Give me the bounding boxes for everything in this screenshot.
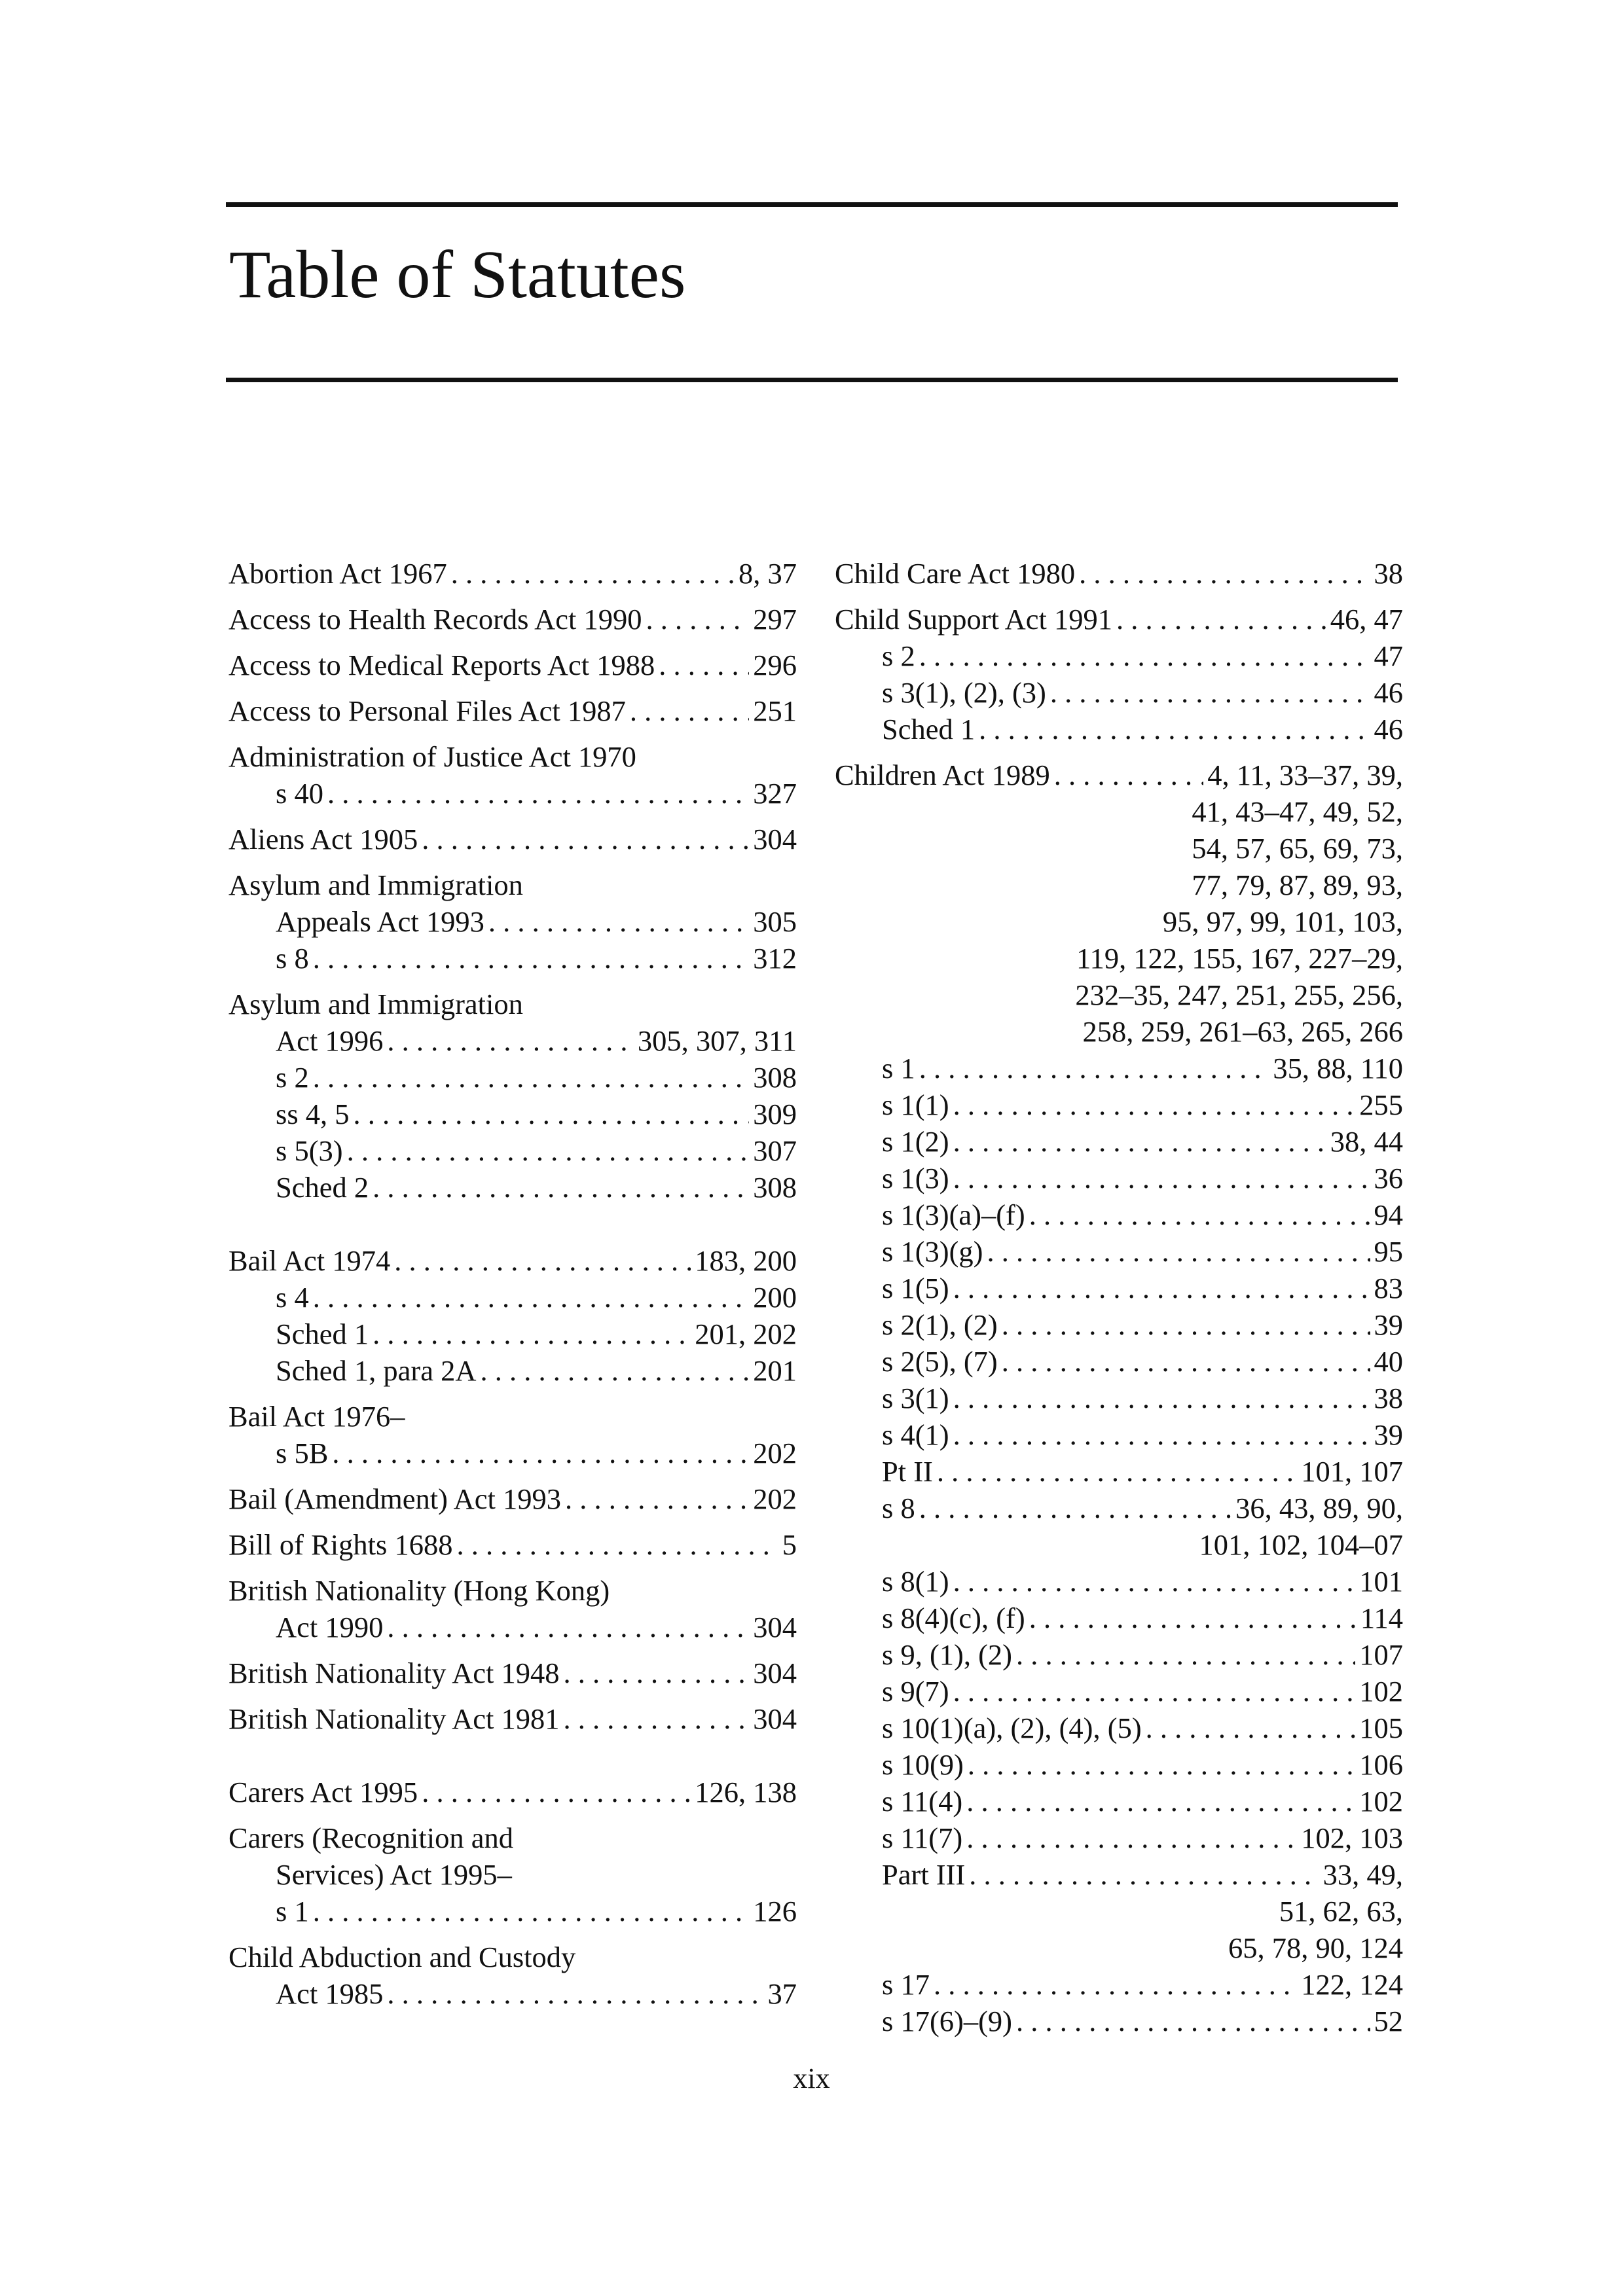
page-refs: 312 — [753, 942, 797, 975]
page-refs: 4, 11, 33–37, 39, — [1207, 759, 1403, 791]
entry-line — [228, 1526, 797, 1563]
statute-label: s 1 — [882, 1052, 915, 1085]
statute-label: s 1(5) — [882, 1272, 949, 1304]
dot-leader — [1146, 1710, 1356, 1746]
statute-label: Bail Act 1976– — [228, 1400, 405, 1433]
statute-label: s 11(4) — [882, 1785, 963, 1818]
sub-entry-line — [228, 1975, 797, 2012]
dot-leader — [953, 1673, 1356, 1710]
dot-leader — [953, 1270, 1370, 1306]
left-column — [228, 555, 797, 2021]
dot-leader — [987, 1233, 1370, 1270]
statute-label: s 9(7) — [882, 1675, 949, 1708]
dot-leader — [953, 1086, 1356, 1123]
entry-line — [228, 1242, 797, 1279]
entry-line — [228, 1774, 797, 1810]
page-refs-continued: 119, 122, 155, 167, 227–29, — [1076, 942, 1403, 975]
statute-label: Access to Personal Files Act 1987 — [228, 694, 626, 727]
dot-leader — [966, 1783, 1355, 1820]
statute-label: s 3(1) — [882, 1382, 949, 1414]
dot-leader — [1050, 674, 1370, 711]
sub-entry-line — [228, 1169, 797, 1206]
statute-label: Abortion Act 1967 — [228, 557, 447, 590]
page-refs: 305 — [753, 905, 797, 938]
dot-leader — [953, 1416, 1370, 1453]
top-rule — [226, 202, 1398, 207]
page-refs: 201, 202 — [695, 1318, 797, 1350]
sub-entry-line — [835, 637, 1403, 674]
statute-entry — [228, 1242, 797, 1389]
page-refs: 305, 307, 311 — [637, 1024, 797, 1057]
sub-entry-line — [228, 1435, 797, 1471]
dot-leader — [313, 1059, 750, 1096]
statute-label: Act 1996 — [276, 1024, 384, 1057]
dot-leader — [480, 1352, 749, 1389]
statute-label: s 1(3)(g) — [882, 1235, 983, 1268]
sub-entry-line — [835, 1380, 1403, 1416]
statute-label: Appeals Act 1993 — [276, 905, 484, 938]
page-number: xix — [793, 2062, 830, 2094]
dot-leader — [387, 1022, 634, 1059]
statute-label: Carers Act 1995 — [228, 1776, 418, 1808]
page-refs: 5 — [782, 1528, 797, 1561]
sub-entry-line — [228, 1132, 797, 1169]
page-refs: 201 — [753, 1354, 797, 1387]
page-refs-continued: 51, 62, 63, — [1279, 1895, 1403, 1928]
page-refs: 101 — [1359, 1565, 1403, 1598]
dot-leader — [1002, 1343, 1370, 1380]
entry-line — [228, 692, 797, 729]
statute-label: Bill of Rights 1688 — [228, 1528, 453, 1561]
entry-line — [228, 1655, 797, 1691]
dot-leader — [1116, 601, 1326, 637]
dot-leader — [422, 821, 749, 857]
sub-entry-line — [228, 1352, 797, 1389]
statute-entry — [228, 692, 797, 729]
statute-label: Administration of Justice Act 1970 — [228, 740, 636, 773]
page-refs: 102 — [1359, 1785, 1403, 1818]
dot-leader — [327, 775, 749, 812]
statute-label: Carers (Recognition and — [228, 1821, 513, 1854]
sub-entry-line — [228, 1893, 797, 1929]
page-refs: 304 — [753, 1611, 797, 1643]
dot-leader — [953, 1160, 1370, 1196]
dot-leader — [347, 1132, 750, 1169]
page-refs: 107 — [1359, 1638, 1403, 1671]
page-refs-continued: 54, 57, 65, 69, 73, — [1192, 832, 1403, 865]
dot-leader — [659, 647, 749, 683]
statute-entry — [835, 601, 1403, 747]
sub-entry-line — [835, 1710, 1403, 1746]
dot-leader — [1002, 1306, 1370, 1343]
page-refs: 36, 43, 89, 90, — [1235, 1492, 1403, 1524]
entry-line — [228, 1700, 797, 1737]
dot-leader — [953, 1380, 1370, 1416]
statute-label: s 1(3) — [882, 1162, 949, 1194]
statute-label: Pt II — [882, 1455, 933, 1488]
page-refs: 37 — [767, 1977, 797, 2010]
page-refs: 304 — [753, 1657, 797, 1689]
dot-leader — [422, 1774, 691, 1810]
page-refs: 35, 88, 110 — [1273, 1052, 1403, 1085]
bottom-rule — [226, 378, 1398, 382]
sub-entry-line — [228, 1279, 797, 1316]
sub-entry-line — [835, 1416, 1403, 1453]
sub-entry-line — [835, 1086, 1403, 1123]
dot-leader — [1029, 1600, 1357, 1636]
statute-label: s 1(3)(a)–(f) — [882, 1198, 1025, 1231]
statute-label: s 8(1) — [882, 1565, 949, 1598]
page-refs: 38, 44 — [1330, 1125, 1403, 1158]
statute-entry — [228, 1480, 797, 1517]
statute-label: British Nationality Act 1948 — [228, 1657, 560, 1689]
sub-entry-line — [228, 1096, 797, 1132]
entry-line — [228, 601, 797, 637]
page-refs: 36 — [1374, 1162, 1403, 1194]
page-refs: 94 — [1374, 1198, 1403, 1231]
sub-entry-line — [228, 1609, 797, 1645]
dot-leader — [953, 1563, 1356, 1600]
entry-line — [228, 647, 797, 683]
statute-label: s 2 — [882, 639, 915, 672]
page-refs: 38 — [1374, 1382, 1403, 1414]
statute-label: s 2 — [276, 1061, 309, 1094]
dot-leader — [934, 1966, 1297, 2003]
statute-label: s 8 — [882, 1492, 915, 1524]
statute-label: s 8 — [276, 942, 309, 975]
sub-entry-line — [835, 2003, 1403, 2039]
statute-entry — [228, 867, 797, 977]
statute-entry — [228, 1700, 797, 1737]
statute-label: s 4 — [276, 1281, 309, 1314]
page-refs: 46, 47 — [1330, 603, 1403, 636]
dot-leader — [1016, 1636, 1355, 1673]
statute-label: s 1(2) — [882, 1125, 949, 1158]
statute-label: s 1 — [276, 1895, 309, 1928]
page-refs: 39 — [1374, 1308, 1403, 1341]
page-refs: 296 — [753, 649, 797, 681]
sub-entry-line — [835, 1050, 1403, 1086]
statute-label: Bail (Amendment) Act 1993 — [228, 1482, 561, 1515]
statute-entry — [228, 1398, 797, 1471]
dot-leader — [630, 692, 749, 729]
sub-entry-line — [835, 1196, 1403, 1233]
page-refs: 52 — [1374, 2005, 1403, 2037]
page-refs: 46 — [1374, 713, 1403, 745]
page-refs: 122, 124 — [1301, 1968, 1403, 2001]
page-refs: 39 — [1374, 1418, 1403, 1451]
dot-leader — [451, 555, 735, 592]
sub-entry-line — [835, 1746, 1403, 1783]
statute-label: Sched 1, para 2A — [276, 1354, 477, 1387]
page-refs: 102, 103 — [1301, 1821, 1403, 1854]
statute-label: s 10(9) — [882, 1748, 964, 1781]
sub-entry-line — [228, 1316, 797, 1352]
statute-label: s 2(1), (2) — [882, 1308, 998, 1341]
sub-entry-line — [835, 1673, 1403, 1710]
dot-leader — [564, 1655, 750, 1691]
sub-entry-line — [835, 1343, 1403, 1380]
sub-entry-line — [228, 1059, 797, 1096]
dot-leader — [373, 1169, 749, 1206]
statute-label: Act 1990 — [276, 1611, 384, 1643]
statute-entry — [228, 738, 797, 812]
sub-entry-line — [228, 940, 797, 977]
sub-entry-line — [228, 1856, 797, 1893]
page-refs: 95 — [1374, 1235, 1403, 1268]
page-refs-continued: 77, 79, 87, 89, 93, — [1192, 869, 1403, 901]
page-refs: 200 — [753, 1281, 797, 1314]
statute-label: s 3(1), (2), (3) — [882, 676, 1046, 709]
statute-entry — [228, 555, 797, 592]
page-refs-continued: 65, 78, 90, 124 — [1228, 1931, 1403, 1964]
page-refs: 38 — [1374, 557, 1403, 590]
entry-line — [228, 867, 797, 903]
page-refs: 309 — [753, 1098, 797, 1130]
statute-label: Services) Act 1995– — [276, 1858, 512, 1891]
dot-leader — [969, 1856, 1319, 1893]
entry-line — [228, 555, 797, 592]
dot-leader — [564, 1700, 750, 1737]
statute-label: s 1(1) — [882, 1088, 949, 1121]
statute-label: s 17 — [882, 1968, 930, 2001]
statute-label: Asylum and Immigration — [228, 869, 523, 901]
page-refs: 46 — [1374, 676, 1403, 709]
statute-label: s 40 — [276, 777, 323, 810]
sub-entry-line — [228, 775, 797, 812]
statute-label: s 5(3) — [276, 1134, 343, 1167]
statute-entry — [228, 986, 797, 1206]
page-refs: 202 — [753, 1437, 797, 1469]
dot-leader — [313, 1893, 750, 1929]
statute-label: Asylum and Immigration — [228, 988, 523, 1020]
dot-leader — [394, 1242, 691, 1279]
statute-label: s 17(6)–(9) — [882, 2005, 1012, 2037]
statute-label: s 10(1)(a), (2), (4), (5) — [882, 1712, 1142, 1744]
page-refs: 308 — [753, 1061, 797, 1094]
dot-leader — [979, 711, 1370, 747]
sub-entry-line — [835, 1563, 1403, 1600]
statute-entry — [228, 601, 797, 637]
sub-entry-line — [835, 1160, 1403, 1196]
statute-label: Sched 1 — [276, 1318, 369, 1350]
entry-line — [228, 738, 797, 775]
page-refs: 126 — [753, 1895, 797, 1928]
statute-label: Sched 2 — [276, 1171, 369, 1204]
right-column — [835, 555, 1403, 2049]
dot-leader — [313, 1279, 750, 1316]
page-refs: 47 — [1374, 639, 1403, 672]
statute-entry — [228, 821, 797, 857]
page-refs: 304 — [753, 1702, 797, 1735]
page-refs-continued: 41, 43–47, 49, 52, — [1192, 795, 1403, 828]
page-refs-continued: 95, 97, 99, 101, 103, — [1162, 905, 1403, 938]
statute-label: British Nationality (Hong Kong) — [228, 1574, 610, 1607]
statute-label: Child Abduction and Custody — [228, 1941, 576, 1973]
statute-label: s 2(5), (7) — [882, 1345, 998, 1378]
statute-label: s 9, (1), (2) — [882, 1638, 1012, 1671]
sub-entry-line — [835, 1856, 1403, 1893]
sub-entry-line — [835, 1820, 1403, 1856]
dot-leader — [646, 601, 750, 637]
dot-leader — [919, 1050, 1269, 1086]
sub-entry-line — [228, 1022, 797, 1059]
page-refs: 308 — [753, 1171, 797, 1204]
entry-line — [228, 1480, 797, 1517]
statute-label: s 5B — [276, 1437, 329, 1469]
page-refs-continued: 258, 259, 261–63, 265, 266 — [1082, 1015, 1403, 1048]
dot-leader — [387, 1975, 763, 2012]
dot-leader — [1054, 757, 1203, 793]
statute-label: s 8(4)(c), (f) — [882, 1602, 1025, 1634]
dot-leader — [937, 1453, 1297, 1490]
entry-line — [228, 1820, 797, 1856]
statute-label: s 4(1) — [882, 1418, 949, 1451]
dot-leader — [919, 1490, 1231, 1526]
statute-label: Aliens Act 1905 — [228, 823, 418, 855]
dot-leader — [488, 903, 749, 940]
statute-label: Bail Act 1974 — [228, 1244, 391, 1277]
statute-label: British Nationality Act 1981 — [228, 1702, 560, 1735]
page-refs: 183, 200 — [695, 1244, 797, 1277]
sub-entry-line — [835, 1453, 1403, 1490]
page-refs: 40 — [1374, 1345, 1403, 1378]
page-refs: 101, 107 — [1301, 1455, 1403, 1488]
statute-label: Access to Medical Reports Act 1988 — [228, 649, 655, 681]
page-refs: 307 — [753, 1134, 797, 1167]
page-refs: 255 — [1359, 1088, 1403, 1121]
dot-leader — [919, 637, 1370, 674]
dot-leader — [387, 1609, 749, 1645]
page-refs: 202 — [753, 1482, 797, 1515]
page-refs: 83 — [1374, 1272, 1403, 1304]
sub-entry-line — [835, 1490, 1403, 1526]
sub-entry-line — [835, 1600, 1403, 1636]
dot-leader — [1016, 2003, 1370, 2039]
statute-label: Act 1985 — [276, 1977, 384, 2010]
sub-entry-line — [835, 1636, 1403, 1673]
page-title: Table of Statutes — [229, 237, 686, 312]
statute-label: Child Support Act 1991 — [835, 603, 1113, 636]
statute-label: Part III — [882, 1858, 966, 1891]
dot-leader — [354, 1096, 750, 1132]
statute-label: s 11(7) — [882, 1821, 963, 1854]
page-refs: 251 — [753, 694, 797, 727]
entry-line — [228, 1398, 797, 1435]
page-refs: 106 — [1359, 1748, 1403, 1781]
dot-leader — [373, 1316, 691, 1352]
dot-leader — [332, 1435, 749, 1471]
dot-leader — [565, 1480, 749, 1517]
statute-entry — [835, 757, 1403, 2039]
entry-line — [835, 757, 1403, 793]
entry-line — [228, 821, 797, 857]
page-refs: 304 — [753, 823, 797, 855]
entry-line — [835, 555, 1403, 592]
page-refs: 105 — [1359, 1712, 1403, 1744]
sub-entry-line — [835, 1306, 1403, 1343]
dot-leader — [966, 1820, 1297, 1856]
page-refs-continued: 101, 102, 104–07 — [1199, 1528, 1403, 1561]
sub-entry-line — [835, 711, 1403, 747]
entry-line — [228, 1572, 797, 1609]
page-refs: 102 — [1359, 1675, 1403, 1708]
dot-leader — [1029, 1196, 1370, 1233]
sub-entry-line — [835, 674, 1403, 711]
entry-line — [228, 986, 797, 1022]
page-refs: 297 — [753, 603, 797, 636]
sub-entry-line — [228, 903, 797, 940]
page-refs: 33, 49, — [1322, 1858, 1403, 1891]
entry-line — [228, 1939, 797, 1975]
dot-leader — [968, 1746, 1355, 1783]
sub-entry-line — [835, 1233, 1403, 1270]
sub-entry-line — [835, 1270, 1403, 1306]
dot-leader — [1079, 555, 1370, 592]
statute-label: Sched 1 — [882, 713, 976, 745]
page-refs: 327 — [753, 777, 797, 810]
statute-entry — [835, 555, 1403, 592]
page-refs: 114 — [1360, 1602, 1403, 1634]
statute-label: Children Act 1989 — [835, 759, 1050, 791]
statute-label: ss 4, 5 — [276, 1098, 350, 1130]
statute-entry — [228, 647, 797, 683]
dot-leader — [313, 940, 750, 977]
statute-label: Access to Health Records Act 1990 — [228, 603, 642, 636]
statute-entry — [228, 1572, 797, 1645]
sub-entry-line — [835, 1123, 1403, 1160]
page-refs-continued: 232–35, 247, 251, 255, 256, — [1075, 978, 1403, 1011]
page-refs: 126, 138 — [695, 1776, 797, 1808]
dot-leader — [456, 1526, 778, 1563]
page-refs: 8, 37 — [739, 557, 797, 590]
sub-entry-line — [835, 1966, 1403, 2003]
dot-leader — [953, 1123, 1326, 1160]
statute-entry — [228, 1820, 797, 1929]
statute-entry — [228, 1655, 797, 1691]
sub-entry-line — [835, 1783, 1403, 1820]
statute-entry — [228, 1939, 797, 2012]
statute-entry — [228, 1526, 797, 1563]
statute-entry — [228, 1774, 797, 1810]
statute-label: Child Care Act 1980 — [835, 557, 1076, 590]
entry-line — [835, 601, 1403, 637]
